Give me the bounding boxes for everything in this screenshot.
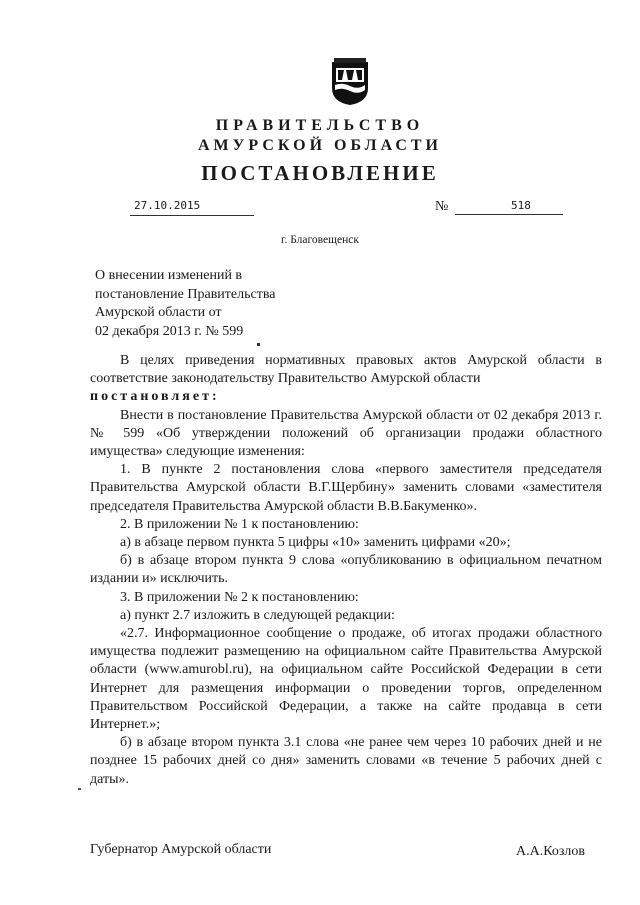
body-paragraph: б) в абзаце втором пункта 3.1 слова «не ранее чем через 10 рабочих дней и не позднее 15 рабочих дней со дня» заменить словами «в течение 5 рабочих дней с даты». xyxy=(90,735,602,787)
body-paragraph: Внести в постановление Правительства Амурской области от 02 декабря 2013 г. № 599 «Об утверждении положений об организации продажи областного имущества» следующие изменения: xyxy=(90,407,602,460)
body-paragraph: «2.7. Информационное сообщение о продаже, об итогах продажи областного имущества подлежит размещению на официальном сайте Правительства Амурской области (www.amurobl.ru), на официальном сайте Российской Федерации в сети Интернет для размещения информации о проведении торгов, определенном Правительством Российской Федерации, а также на сайте продавца в сети Интернет.»; xyxy=(90,626,602,733)
government-heading: ПРАВИТЕЛЬСТВО xyxy=(215,117,425,134)
decree-number: 518 xyxy=(455,199,563,215)
resolves-word: постановляет: xyxy=(90,389,220,405)
body-paragraph: а) в абзаце первом пункта 5 цифры «10» заменить цифрами «20»; xyxy=(120,535,511,551)
subject-line: Амурской области от xyxy=(95,305,222,320)
signatory-name: А.А.Козлов xyxy=(516,844,585,859)
city-line: г. Благовещенск xyxy=(281,234,359,246)
resolves-line xyxy=(90,388,602,406)
coat-of-arms-icon xyxy=(330,58,370,106)
subject-line: О внесении изменений в xyxy=(95,268,243,283)
body-paragraph: 2. В приложении № 1 к постановлению: xyxy=(120,516,359,532)
subject-line: постановление Правительства xyxy=(95,286,276,302)
document-type-heading: ПОСТАНОВЛЕНИЕ xyxy=(201,161,439,185)
body-paragraph: 1. В пункте 2 постановления слова «первого заместителя председателя Правительства Амурской области В.Г.Щербину» заменить словами «заместителя председателя Правительства Амурской области В.В.Бакуменко». xyxy=(90,462,602,514)
scan-mark xyxy=(78,788,81,790)
scan-mark xyxy=(257,343,260,346)
number-sign: № xyxy=(435,199,449,214)
body-paragraph: б) в абзаце втором пункта 9 слова «опубликованию в официальном печатном издании и» исключить. xyxy=(90,553,602,587)
region-heading: АМУРСКОЙ ОБЛАСТИ xyxy=(198,137,442,154)
decree-date: 27.10.2015 xyxy=(130,199,254,216)
body-paragraph: 3. В приложении № 2 к постановлению: xyxy=(120,589,359,605)
subject-block xyxy=(95,267,335,341)
decree-body xyxy=(90,352,602,789)
preamble-paragraph: В целях приведения нормативных правовых актов Амурской области в соответствие законодательству Правительство Амурской области xyxy=(90,353,602,387)
signatory-title: Губернатор Амурской области xyxy=(90,842,272,857)
body-paragraph: а) пункт 2.7 изложить в следующей редакции: xyxy=(120,607,395,623)
subject-line: 02 декабря 2013 г. № 599 xyxy=(95,323,244,339)
